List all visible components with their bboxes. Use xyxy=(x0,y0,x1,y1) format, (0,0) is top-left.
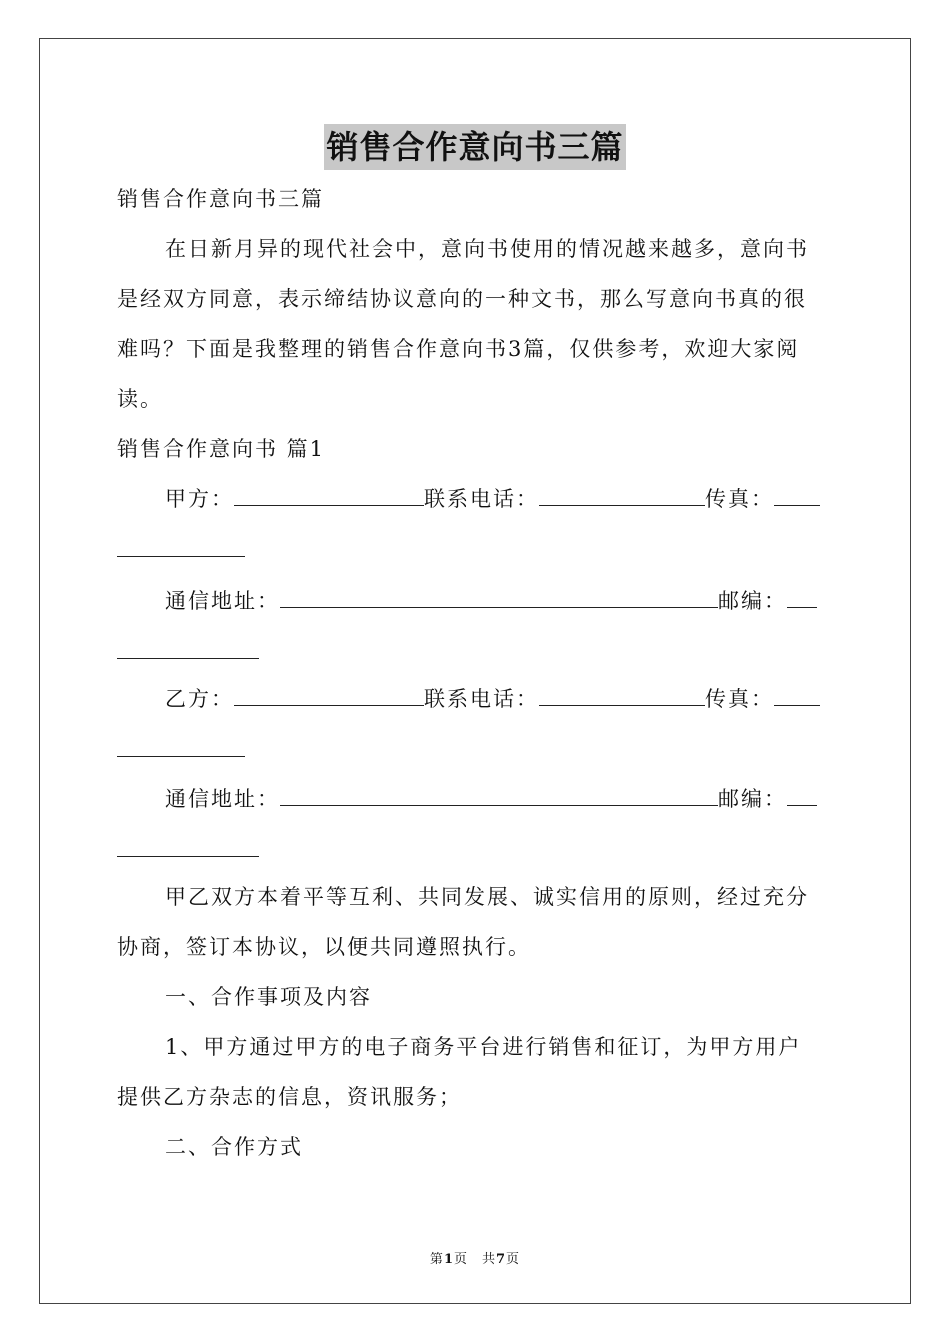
intro-line-2: 是经双方同意，表示缔结协议意向的一种文书，那么写意向书真的很 xyxy=(117,287,807,311)
agreement-line-2: 协商，签订本协议，以便共同遵照执行。 xyxy=(117,935,531,959)
party-b-fax-label: 传真： xyxy=(705,687,774,711)
intro-line-4: 读。 xyxy=(117,387,163,411)
party-b-phone-blank xyxy=(539,683,705,706)
party-a-blank xyxy=(234,483,424,506)
party-b-postcode-blank xyxy=(787,783,817,806)
party-b-blank xyxy=(234,683,424,706)
party-a-address-label: 通信地址： xyxy=(165,589,280,613)
party-b-address-blank xyxy=(280,783,718,806)
footer-page-number: 1 xyxy=(443,1252,454,1267)
party-a-postcode-label: 邮编： xyxy=(718,589,787,613)
party-b-phone-label: 联系电话： xyxy=(424,687,539,711)
document-title xyxy=(0,124,950,170)
intro-line-3: 难吗？下面是我整理的销售合作意向书3篇，仅供参考，欢迎大家阅 xyxy=(117,337,800,361)
page-footer xyxy=(0,1248,950,1267)
item-two-heading: 二、合作方式 xyxy=(165,1135,303,1159)
party-b-row xyxy=(165,674,837,724)
party-b-fax-blank-cont xyxy=(117,756,245,757)
party-b-postcode-blank-cont xyxy=(117,856,259,857)
item-one-p1-line-1: 1、甲方通过甲方的电子商务平台进行销售和征订，为甲方用户 xyxy=(165,1035,802,1059)
footer-suffix: 页 xyxy=(506,1252,521,1267)
party-a-address-row xyxy=(165,576,837,626)
section-heading: 销售合作意向书 篇1 xyxy=(117,437,326,461)
party-b-postcode-label: 邮编： xyxy=(718,787,787,811)
agreement-line-1: 甲乙双方本着平等互利、共同发展、诚实信用的原则，经过充分 xyxy=(165,885,809,909)
item-one-p1-line-2: 提供乙方杂志的信息，资讯服务； xyxy=(117,1085,462,1109)
party-a-row xyxy=(165,474,837,524)
title-text: 销售合作意向书三篇 xyxy=(324,124,625,170)
footer-total-pages: 7 xyxy=(496,1252,507,1267)
party-a-label: 甲方： xyxy=(165,487,234,511)
party-b-fax-blank xyxy=(774,683,820,706)
party-a-phone-label: 联系电话： xyxy=(424,487,539,511)
subtitle: 销售合作意向书三篇 xyxy=(117,187,324,211)
party-b-address-row xyxy=(165,774,837,824)
party-a-phone-blank xyxy=(539,483,705,506)
party-a-postcode-blank-cont xyxy=(117,658,259,659)
intro-line-1: 在日新月异的现代社会中，意向书使用的情况越来越多，意向书 xyxy=(165,237,809,261)
party-a-fax-label: 传真： xyxy=(705,487,774,511)
party-a-address-blank xyxy=(280,585,718,608)
party-a-fax-blank-cont xyxy=(117,556,245,557)
party-a-fax-blank xyxy=(774,483,820,506)
item-one-heading: 一、合作事项及内容 xyxy=(165,985,372,1009)
party-b-address-label: 通信地址： xyxy=(165,787,280,811)
party-b-label: 乙方： xyxy=(165,687,234,711)
footer-prefix: 第 xyxy=(429,1252,444,1267)
footer-mid: 页 共 xyxy=(453,1252,496,1267)
party-a-postcode-blank xyxy=(787,585,817,608)
